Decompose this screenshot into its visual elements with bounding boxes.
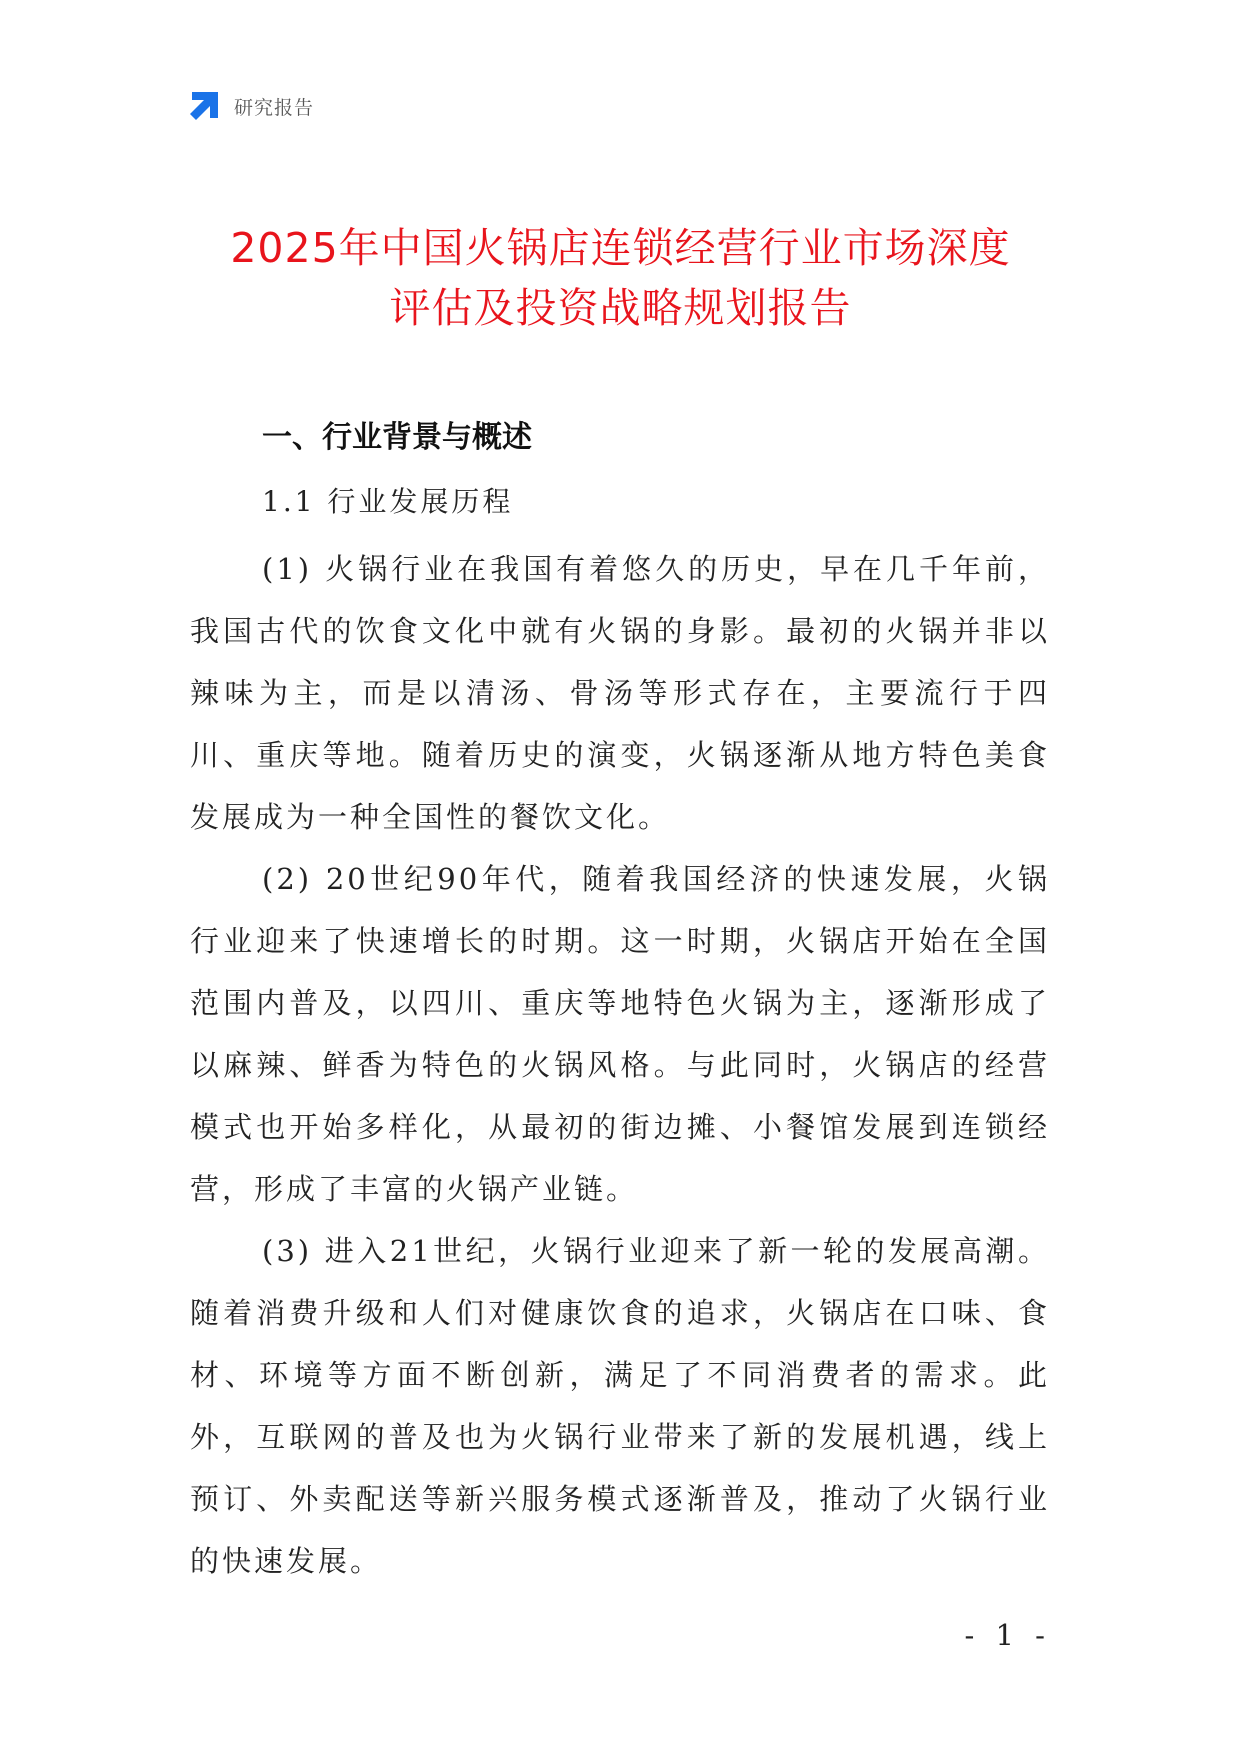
report-header <box>188 88 314 124</box>
subsection-heading: 1.1 行业发展历程 <box>262 485 514 518</box>
title-line-1: 2025年中国火锅店连锁经营行业市场深度 <box>230 224 1011 272</box>
header-label: 研究报告 <box>234 96 315 119</box>
paragraph-2: (2) 20世纪90年代，随着我国经济的快速发展，火锅行业迎来了快速增长的时期。这一时期，火锅店开始在全国范围内普及，以四川、重庆等地特色火锅为主，逐渐形成了以麻辣、鲜香为特色的火锅风格。与此同时，火锅店的经营模式也开始多样化，从最初的街边摊、小餐馆发展到连锁经营，形成了丰富的火锅产业链。 <box>190 862 1050 1206</box>
arrow-up-right-logo-icon <box>188 90 220 122</box>
report-title <box>150 218 1091 338</box>
page-number: - 1 - <box>964 1618 1051 1652</box>
section-heading: 一、行业背景与概述 <box>262 420 532 455</box>
paragraph-1: (1) 火锅行业在我国有着悠久的历史，早在几千年前，我国古代的饮食文化中就有火锅的身影。最初的火锅并非以辣味为主，而是以清汤、骨汤等形式存在，主要流行于四川、重庆等地。随着历史的演变，火锅逐渐从地方特色美食发展成为一种全国性的餐饮文化。 <box>190 552 1050 834</box>
body-content <box>190 538 1050 1592</box>
paragraph-3: (3) 进入21世纪，火锅行业迎来了新一轮的发展高潮。随着消费升级和人们对健康饮食的追求，火锅店在口味、食材、环境等方面不断创新，满足了不同消费者的需求。此外，互联网的普及也为火锅行业带来了新的发展机遇，线上预订、外卖配送等新兴服务模式逐渐普及，推动了火锅行业的快速发展。 <box>190 1234 1050 1578</box>
title-line-2: 评估及投资战略规划报告 <box>389 284 852 332</box>
